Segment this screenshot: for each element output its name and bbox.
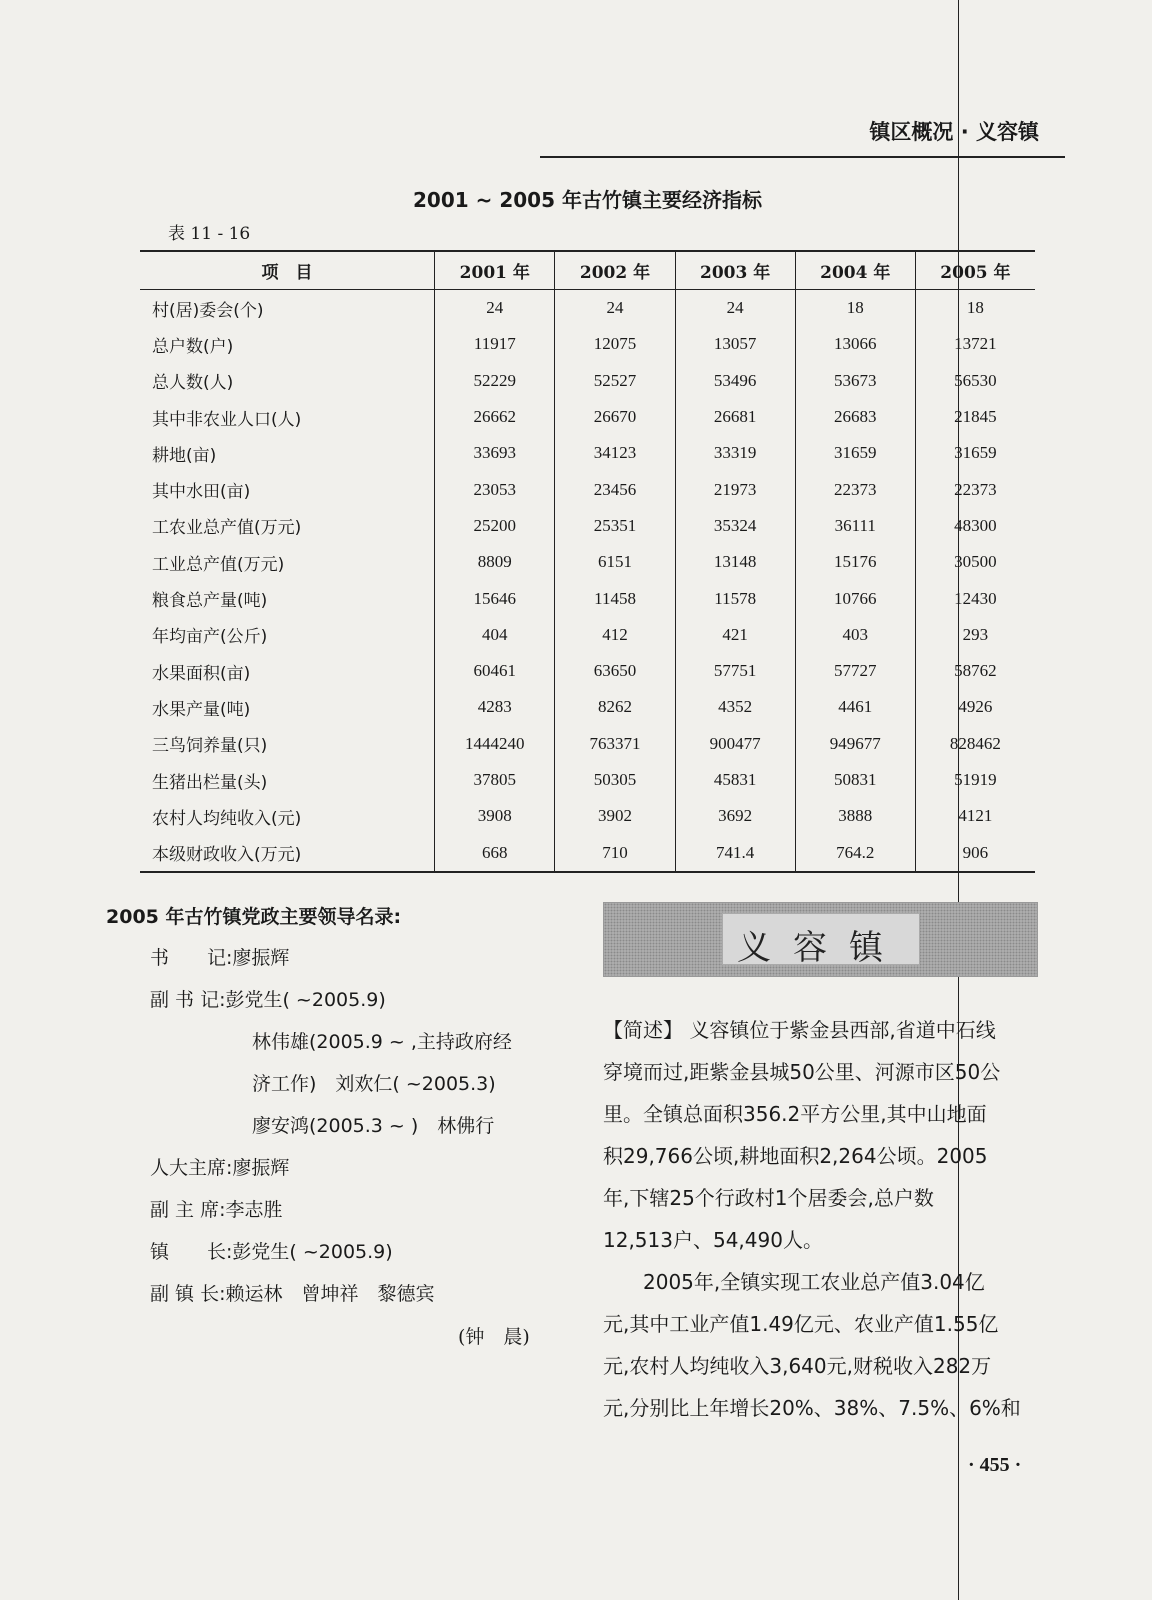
value-cell: 30500 (915, 544, 1035, 580)
table-row (140, 726, 1035, 762)
row-label-cell: 三鸟饲养量(只) (152, 736, 268, 757)
value-cell: 60461 (435, 653, 555, 689)
table-number: 表 11 - 16 (168, 224, 251, 244)
leader-line: 济工作) 刘欢仁( ~2005.3) (252, 1073, 496, 1095)
value-cell: 421 (675, 617, 795, 653)
column-header-2005: 2005 年 (915, 251, 1035, 290)
value-cell: 11578 (675, 580, 795, 616)
value-cell: 4121 (915, 798, 1035, 834)
value-cell: 8262 (555, 689, 675, 725)
value-cell: 710 (555, 834, 675, 871)
value-cell: 58762 (915, 653, 1035, 689)
column-header-2002: 2002 年 (555, 251, 675, 290)
leader-line: 副 书 记:彭党生( ~2005.9) (150, 989, 386, 1011)
value-cell: 26681 (675, 399, 795, 435)
column-header-2004: 2004 年 (795, 251, 915, 290)
table-row (140, 471, 1035, 507)
body-text-line: 【简述】 义容镇位于紫金县西部,省道中石线 (603, 1018, 996, 1042)
section-heading-banner (603, 902, 1038, 977)
row-label-cell: 耕地(亩) (152, 445, 217, 466)
value-cell: 13066 (795, 326, 915, 362)
leader-line: 廖安鸿(2005.3 ~ ) 林佛行 (252, 1115, 495, 1137)
value-cell: 50831 (795, 762, 915, 798)
value-cell: 33319 (675, 435, 795, 471)
value-cell: 949677 (795, 726, 915, 762)
table-header-row (140, 251, 1035, 290)
row-label-cell: 生猪出栏量(头) (152, 772, 268, 793)
value-cell: 56530 (915, 363, 1035, 399)
leader-line: 林伟雄(2005.9 ~ ,主持政府经 (252, 1031, 512, 1053)
author-credit: (钟 晨) (458, 1326, 530, 1348)
value-cell: 4283 (435, 689, 555, 725)
leader-line: 副 镇 长:赖运林 曾坤祥 黎德宾 (150, 1283, 435, 1305)
table-row (140, 544, 1035, 580)
row-label-cell: 本级财政收入(万元) (152, 845, 302, 866)
column-header-2001: 2001 年 (435, 251, 555, 290)
value-cell: 668 (435, 834, 555, 871)
value-cell: 13057 (675, 326, 795, 362)
value-cell: 31659 (915, 435, 1035, 471)
body-text-line: 积29,766公顷,耕地面积2,264公顷。2005 (603, 1144, 988, 1168)
row-label-cell: 水果面积(亩) (152, 663, 251, 684)
value-cell: 26683 (795, 399, 915, 435)
row-label-cell: 工业总产值(万元) (152, 554, 285, 575)
value-cell: 13148 (675, 544, 795, 580)
table-row (140, 363, 1035, 399)
table-row (140, 290, 1035, 327)
value-cell: 3888 (795, 798, 915, 834)
body-text-line: 年,下辖25个行政村1个居委会,总户数 (603, 1186, 934, 1210)
value-cell: 4352 (675, 689, 795, 725)
value-cell: 900477 (675, 726, 795, 762)
column-header-item: 项 目 (140, 251, 435, 290)
value-cell: 25200 (435, 508, 555, 544)
row-label-cell: 粮食总产量(吨) (152, 591, 268, 612)
leaders-list-title: 2005 年古竹镇党政主要领导名录: (106, 906, 402, 928)
row-label-cell: 农村人均纯收入(元) (152, 808, 302, 829)
table-row (140, 399, 1035, 435)
value-cell: 404 (435, 617, 555, 653)
value-cell: 57751 (675, 653, 795, 689)
leader-line: 人大主席:廖振辉 (150, 1157, 290, 1179)
value-cell: 37805 (435, 762, 555, 798)
table-row (140, 508, 1035, 544)
value-cell: 3692 (675, 798, 795, 834)
value-cell: 53673 (795, 363, 915, 399)
table-row (140, 762, 1035, 798)
value-cell: 63650 (555, 653, 675, 689)
body-text-line: 里。全镇总面积356.2平方公里,其中山地面 (603, 1102, 987, 1126)
page-number: · 455 · (968, 1454, 1022, 1476)
value-cell: 13721 (915, 326, 1035, 362)
value-cell: 23456 (555, 471, 675, 507)
table-row (140, 617, 1035, 653)
value-cell: 4461 (795, 689, 915, 725)
value-cell: 412 (555, 617, 675, 653)
table-row (140, 653, 1035, 689)
table-row (140, 834, 1035, 871)
value-cell: 4926 (915, 689, 1035, 725)
table-body (140, 290, 1035, 872)
value-cell: 6151 (555, 544, 675, 580)
row-label-cell: 总人数(人) (152, 373, 234, 394)
table-title: 2001 ~ 2005 年古竹镇主要经济指标 (413, 188, 762, 212)
body-text-line: 元,其中工业产值1.49亿元、农业产值1.55亿 (603, 1312, 999, 1336)
value-cell: 3902 (555, 798, 675, 834)
value-cell: 26670 (555, 399, 675, 435)
body-text-line: 2005年,全镇实现工农业总产值3.04亿 (603, 1270, 985, 1294)
leader-line: 副 主 席:李志胜 (150, 1199, 283, 1221)
table-row (140, 689, 1035, 725)
value-cell: 15646 (435, 580, 555, 616)
value-cell: 23053 (435, 471, 555, 507)
value-cell: 50305 (555, 762, 675, 798)
value-cell: 11458 (555, 580, 675, 616)
row-label-cell: 其中非农业人口(人) (152, 409, 302, 430)
value-cell: 15176 (795, 544, 915, 580)
leader-line: 书 记:廖振辉 (150, 947, 290, 969)
value-cell: 293 (915, 617, 1035, 653)
value-cell: 24 (435, 290, 555, 327)
value-cell: 24 (675, 290, 795, 327)
row-label-cell: 村(居)委会(个) (152, 300, 264, 321)
value-cell: 22373 (915, 471, 1035, 507)
value-cell: 12430 (915, 580, 1035, 616)
body-text-line: 元,农村人均纯收入3,640元,财税收入282万 (603, 1354, 992, 1378)
column-header-2003: 2003 年 (675, 251, 795, 290)
value-cell: 403 (795, 617, 915, 653)
section-heading-plate (722, 913, 920, 968)
row-label-cell: 其中水田(亩) (152, 482, 251, 503)
running-head (540, 112, 1065, 158)
table-row (140, 798, 1035, 834)
value-cell: 26662 (435, 399, 555, 435)
value-cell: 763371 (555, 726, 675, 762)
economic-indicators-table (140, 250, 1035, 873)
value-cell: 10766 (795, 580, 915, 616)
value-cell: 53496 (675, 363, 795, 399)
value-cell: 48300 (915, 508, 1035, 544)
running-head-text: 镇区概况 · 义容镇 (869, 120, 1039, 144)
value-cell: 3908 (435, 798, 555, 834)
value-cell: 1444240 (435, 726, 555, 762)
value-cell: 22373 (795, 471, 915, 507)
value-cell: 34123 (555, 435, 675, 471)
row-label-cell: 总户数(户) (152, 336, 234, 357)
table-row (140, 435, 1035, 471)
body-text-line: 元,分别比上年增长20%、38%、7.5%、6%和 (603, 1396, 1021, 1420)
body-text-line: 12,513户、54,490人。 (603, 1228, 823, 1252)
value-cell: 11917 (435, 326, 555, 362)
value-cell: 18 (915, 290, 1035, 327)
value-cell: 8809 (435, 544, 555, 580)
value-cell: 21973 (675, 471, 795, 507)
value-cell: 741.4 (675, 834, 795, 871)
value-cell: 764.2 (795, 834, 915, 871)
table-row (140, 326, 1035, 362)
value-cell: 45831 (675, 762, 795, 798)
row-label-cell: 年均亩产(公斤) (152, 627, 268, 648)
value-cell: 51919 (915, 762, 1035, 798)
value-cell: 12075 (555, 326, 675, 362)
value-cell: 52527 (555, 363, 675, 399)
row-label-cell: 水果产量(吨) (152, 699, 251, 720)
value-cell: 18 (795, 290, 915, 327)
value-cell: 57727 (795, 653, 915, 689)
section-heading: 义容镇 (737, 928, 905, 968)
value-cell: 24 (555, 290, 675, 327)
value-cell: 25351 (555, 508, 675, 544)
body-text-line: 穿境而过,距紫金县城50公里、河源市区50公 (603, 1060, 1001, 1084)
value-cell: 906 (915, 834, 1035, 871)
row-label-cell: 工农业总产值(万元) (152, 518, 302, 539)
value-cell: 33693 (435, 435, 555, 471)
value-cell: 36111 (795, 508, 915, 544)
value-cell: 31659 (795, 435, 915, 471)
value-cell: 52229 (435, 363, 555, 399)
value-cell: 828462 (915, 726, 1035, 762)
value-cell: 21845 (915, 399, 1035, 435)
table-row (140, 580, 1035, 616)
value-cell: 35324 (675, 508, 795, 544)
leader-line: 镇 长:彭党生( ~2005.9) (150, 1241, 393, 1263)
